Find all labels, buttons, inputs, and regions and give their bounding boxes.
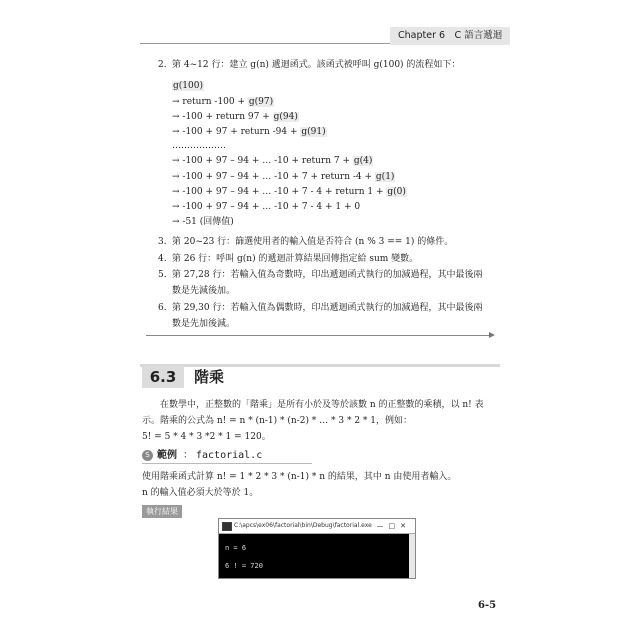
trace-line: [172, 140, 226, 152]
trace-line: [172, 96, 274, 108]
note-2-text: 第 4~12 行：建立 g(n) 遞迴函式。該函式被呼叫 g(100) 的流程如下：: [172, 60, 461, 70]
trace-call-highlight: g(97): [248, 97, 274, 107]
section-number: 6.3: [142, 366, 184, 388]
example-desc-2: n 的輸入值必須大於等於 1。: [142, 488, 259, 498]
note-5-line-1: 第 27,28 行：若輸入值為奇數時，印出遞迴函式執行的加減過程，其中最後兩: [172, 270, 483, 280]
console-titlebar: [219, 519, 415, 534]
trace-text: → -51 (回傳值): [172, 217, 234, 227]
page-number: 6-5: [478, 600, 497, 611]
trace-text: → -100 + 97 – 94 + … -10 + return 7 +: [172, 156, 353, 166]
notes-separator: [146, 335, 492, 336]
example-label: 範例: [157, 450, 177, 461]
trace-call-highlight: g(94): [273, 112, 298, 122]
example-desc-1: 使用階乘函式計算 n! = 1 * 2 * 3 * (n-1) * n 的結果，其中 n 由使用者輸入。: [142, 472, 457, 482]
body-line-3: 5! = 5 * 4 * 3 *2 * 1 = 120。: [142, 432, 271, 442]
example-colon: ：: [183, 450, 193, 461]
trace-text: → -100 + 97 – 94 + … -10 + 7 - 4 + 1 + 0: [172, 202, 361, 212]
example-filename: factorial.c: [196, 450, 263, 461]
trace-text: → -100 + return 97 +: [172, 112, 273, 122]
example-rule: [142, 463, 312, 464]
trace-text: ………………: [172, 141, 226, 151]
body-line-2: 示。階乘的公式為 n! = n * (n-1) * (n-2) * … * 3 * 2 * 1，例如：: [142, 416, 413, 426]
console-output-line-2: 6 ! = 720: [225, 562, 263, 570]
trace-line: [172, 80, 204, 92]
trace-text: → -100 + 97 + return -94 +: [172, 127, 301, 137]
trace-call-highlight: g(4): [353, 156, 373, 166]
chapter-header: Chapter 6 C 語言遞迴: [390, 27, 510, 45]
console-output-line-1: n = 6: [225, 544, 247, 552]
example-icon: S: [142, 450, 153, 461]
note-6-number: 6.: [158, 303, 167, 313]
note-4-text: 第 26 行：呼叫 g(n) 的遞迴計算結果回傳指定給 sum 變數。: [172, 254, 419, 264]
console-window: [218, 518, 416, 579]
trace-text: → -100 + 97 – 94 + … -10 + 7 + return -4 +: [172, 172, 375, 182]
note-5-number: 5.: [158, 270, 167, 280]
trace-line: [172, 216, 234, 228]
trace-line: [172, 171, 395, 183]
trace-line: [172, 111, 299, 123]
trace-call-highlight: g(91): [301, 127, 326, 137]
note-2-number: 2.: [158, 60, 167, 70]
section-title: 階乘: [194, 368, 225, 386]
trace-line: [172, 155, 373, 167]
trace-call-highlight: g(1): [375, 172, 395, 182]
note-3-text: 第 20~23 行：篩選使用者的輸入值是否符合 (n % 3 == 1) 的條件。: [172, 237, 454, 247]
console-icon: [222, 522, 232, 531]
window-controls[interactable]: —□✕: [376, 522, 411, 530]
note-6-line-1: 第 29,30 行：若輸入值為偶數時，印出遞迴函式執行的加減過程，其中最後兩: [172, 303, 483, 313]
trace-text: → -100 + 97 – 94 + … -10 + 7 - 4 + return 1 +: [172, 187, 387, 197]
trace-line: [172, 186, 407, 198]
trace-text: → return -100 +: [172, 97, 248, 107]
note-4-number: 4.: [158, 254, 167, 264]
note-5-line-2: 數是先減後加。: [172, 286, 236, 296]
trace-line: [172, 201, 360, 213]
note-6-line-2: 數是先加後減。: [172, 319, 236, 329]
note-3-number: 3.: [158, 237, 167, 247]
trace-call-highlight: g(0): [387, 187, 406, 197]
trace-line: [172, 126, 327, 138]
console-title: C:\apcs\ex06\factorial\bin\Debug\factorial.exe: [234, 522, 372, 529]
console-scrollbar[interactable]: [409, 534, 415, 578]
run-result-label: 執行結果: [142, 505, 182, 518]
separator-arrow-icon: [489, 332, 495, 338]
trace-call-highlight: g(100): [173, 81, 203, 91]
body-line-1: 在數學中，正整數的「階乘」是所有小於及等於該數 n 的正整數的乘積，以 n! 表: [160, 400, 484, 410]
